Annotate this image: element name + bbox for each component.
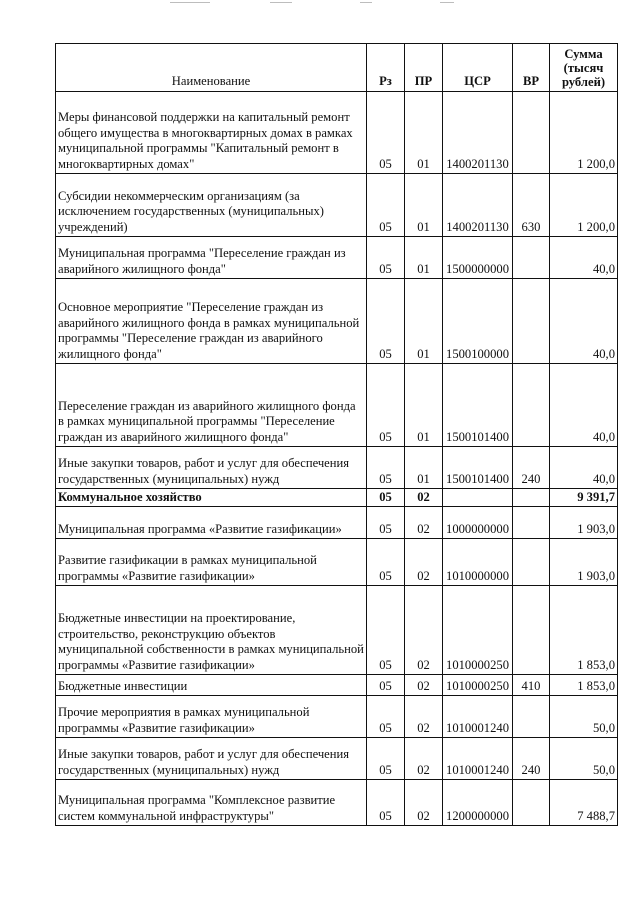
row-csr-cell: 1400201130 <box>443 92 513 174</box>
scan-artifact-line <box>270 2 292 3</box>
row-vr-cell <box>513 364 550 447</box>
row-vr-cell: 410 <box>513 675 550 696</box>
row-sum-cell: 40,0 <box>550 364 618 447</box>
row-rz-cell: 05 <box>367 489 405 507</box>
row-name-cell: Основное мероприятие "Переселение граждан из аварийного жилищного фонда в рамках муниципальной программы "Переселение граждан из аварийного жилищного фонда" <box>56 279 367 364</box>
row-sum-cell: 9 391,7 <box>550 489 618 507</box>
row-vr-cell: 240 <box>513 738 550 780</box>
row-csr-cell: 1010001240 <box>443 738 513 780</box>
row-sum-cell: 40,0 <box>550 237 618 279</box>
row-vr-cell <box>513 507 550 539</box>
row-csr-cell: 1010000250 <box>443 675 513 696</box>
header-name: Наименование <box>56 44 367 92</box>
row-sum-cell: 40,0 <box>550 279 618 364</box>
row-rz-cell: 05 <box>367 539 405 586</box>
table-row <box>56 489 618 507</box>
scan-artifact-line <box>440 2 454 3</box>
scan-artifact-line <box>360 2 372 3</box>
row-rz-cell: 05 <box>367 738 405 780</box>
table-row <box>56 738 618 780</box>
row-pr-cell: 01 <box>405 92 443 174</box>
row-csr-cell: 1010001240 <box>443 696 513 738</box>
row-vr-cell <box>513 539 550 586</box>
row-name-cell: Субсидии некоммерческим организациям (за исключением государственных (муниципальных) учреждений) <box>56 174 367 237</box>
table-row <box>56 237 618 279</box>
header-row <box>56 44 618 92</box>
row-name-cell: Муниципальная программа "Комплексное развитие систем коммунальной инфраструктуры" <box>56 780 367 826</box>
row-pr-cell: 02 <box>405 696 443 738</box>
row-rz-cell: 05 <box>367 507 405 539</box>
row-csr-cell: 1400201130 <box>443 174 513 237</box>
table-row <box>56 447 618 489</box>
row-csr-cell: 1500101400 <box>443 364 513 447</box>
table-row <box>56 507 618 539</box>
row-name-cell: Меры финансовой поддержки на капитальный ремонт общего имущества в многоквартирных домах в рамках муниципальной программы "Капитальный ремонт в многоквартирных домах" <box>56 92 367 174</box>
table-row <box>56 539 618 586</box>
header-csr: ЦСР <box>443 44 513 92</box>
row-pr-cell: 01 <box>405 364 443 447</box>
row-rz-cell: 05 <box>367 237 405 279</box>
row-pr-cell: 01 <box>405 174 443 237</box>
table-row <box>56 696 618 738</box>
row-sum-cell: 1 853,0 <box>550 675 618 696</box>
row-name-cell: Иные закупки товаров, работ и услуг для обеспечения государственных (муниципальных) нужд <box>56 738 367 780</box>
row-rz-cell: 05 <box>367 586 405 675</box>
row-csr-cell: 1200000000 <box>443 780 513 826</box>
scan-artifact-line <box>170 2 210 3</box>
row-name-cell: Коммунальное хозяйство <box>56 489 367 507</box>
row-vr-cell <box>513 780 550 826</box>
row-pr-cell: 01 <box>405 279 443 364</box>
row-name-cell: Муниципальная программа "Переселение граждан из аварийного жилищного фонда" <box>56 237 367 279</box>
header-sum: Сумма (тысяч рублей) <box>550 44 618 92</box>
row-sum-cell: 1 903,0 <box>550 507 618 539</box>
row-vr-cell <box>513 279 550 364</box>
row-vr-cell <box>513 92 550 174</box>
row-vr-cell <box>513 237 550 279</box>
row-name-cell: Прочие мероприятия в рамках муниципальной программы «Развитие газификации» <box>56 696 367 738</box>
row-name-cell: Развитие газификации в рамках муниципальной программы «Развитие газификации» <box>56 539 367 586</box>
row-rz-cell: 05 <box>367 174 405 237</box>
row-csr-cell: 1500100000 <box>443 279 513 364</box>
row-csr-cell: 1500000000 <box>443 237 513 279</box>
header-pr: ПР <box>405 44 443 92</box>
row-pr-cell: 01 <box>405 447 443 489</box>
row-csr-cell: 1010000250 <box>443 586 513 675</box>
row-pr-cell: 02 <box>405 675 443 696</box>
row-sum-cell: 7 488,7 <box>550 780 618 826</box>
row-vr-cell <box>513 696 550 738</box>
row-pr-cell: 02 <box>405 507 443 539</box>
row-sum-cell: 1 903,0 <box>550 539 618 586</box>
budget-table <box>55 43 618 826</box>
table-row <box>56 675 618 696</box>
row-sum-cell: 1 853,0 <box>550 586 618 675</box>
row-csr-cell: 1010000000 <box>443 539 513 586</box>
row-csr-cell: 1500101400 <box>443 447 513 489</box>
row-rz-cell: 05 <box>367 675 405 696</box>
row-pr-cell: 02 <box>405 586 443 675</box>
row-name-cell: Бюджетные инвестиции на проектирование, строительство, реконструкцию объектов муниципальной собственности в рамках муниципальной программы «Развитие газификации» <box>56 586 367 675</box>
table-row <box>56 780 618 826</box>
row-sum-cell: 1 200,0 <box>550 174 618 237</box>
table-row <box>56 586 618 675</box>
row-rz-cell: 05 <box>367 447 405 489</box>
row-sum-cell: 50,0 <box>550 738 618 780</box>
row-csr-cell: 1000000000 <box>443 507 513 539</box>
row-name-cell: Переселение граждан из аварийного жилищного фонда в рамках муниципальной программы "Переселение граждан из аварийного жилищного фонда" <box>56 364 367 447</box>
row-vr-cell <box>513 489 550 507</box>
row-sum-cell: 1 200,0 <box>550 92 618 174</box>
row-rz-cell: 05 <box>367 92 405 174</box>
row-rz-cell: 05 <box>367 780 405 826</box>
row-rz-cell: 05 <box>367 364 405 447</box>
row-name-cell: Бюджетные инвестиции <box>56 675 367 696</box>
table-body <box>56 92 618 826</box>
row-sum-cell: 50,0 <box>550 696 618 738</box>
row-vr-cell: 240 <box>513 447 550 489</box>
row-pr-cell: 02 <box>405 489 443 507</box>
row-name-cell: Иные закупки товаров, работ и услуг для обеспечения государственных (муниципальных) нужд <box>56 447 367 489</box>
row-rz-cell: 05 <box>367 696 405 738</box>
table-row <box>56 174 618 237</box>
row-csr-cell <box>443 489 513 507</box>
row-vr-cell <box>513 586 550 675</box>
row-pr-cell: 02 <box>405 539 443 586</box>
row-pr-cell: 02 <box>405 780 443 826</box>
row-pr-cell: 02 <box>405 738 443 780</box>
table-row <box>56 364 618 447</box>
table-row <box>56 279 618 364</box>
header-vr: ВР <box>513 44 550 92</box>
table-row <box>56 92 618 174</box>
row-rz-cell: 05 <box>367 279 405 364</box>
row-sum-cell: 40,0 <box>550 447 618 489</box>
row-pr-cell: 01 <box>405 237 443 279</box>
row-vr-cell: 630 <box>513 174 550 237</box>
row-name-cell: Муниципальная программа «Развитие газификации» <box>56 507 367 539</box>
header-rz: Рз <box>367 44 405 92</box>
